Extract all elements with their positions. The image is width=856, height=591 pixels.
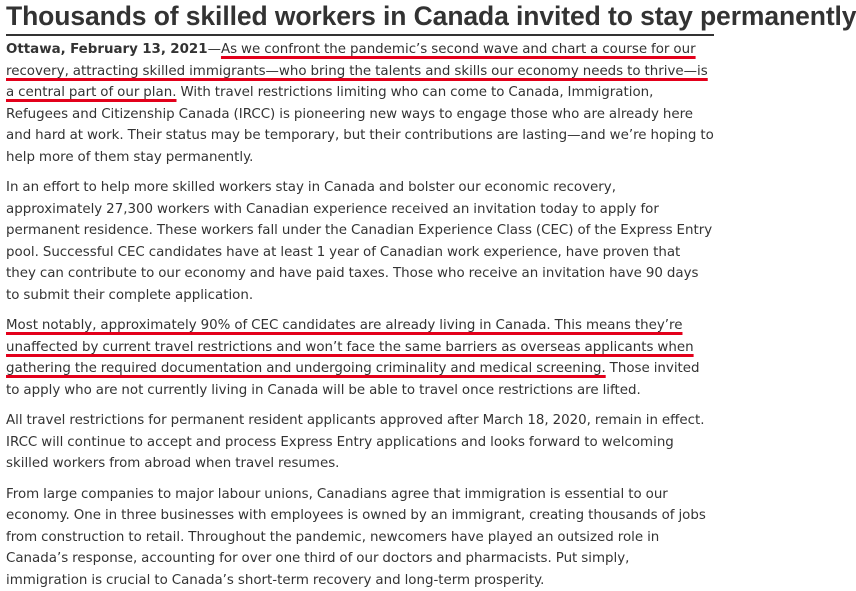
- paragraph-1-rest: With travel restrictions limiting who can come to Canada, Immigration, Refugees and Citizenship Canada (IRCC) is pioneering new ways to engage those who are already here and hard at work. Their status may be temporary, but their contributions are lasting—and we’re hoping to help more of them stay permanently.: [6, 85, 714, 165]
- title-divider: [6, 34, 714, 36]
- paragraph-3-rest: Those invited to apply who are not currently living in Canada will be able to travel once restrictions are lifted.: [6, 361, 700, 398]
- dateline: Ottawa, February 13, 2021: [6, 42, 208, 57]
- paragraph-1: [6, 39, 714, 168]
- highlighted-text-1: As we confront the pandemic’s second wave and chart a course for our recovery, attracting skilled immigrants—who bring the talents and skills our economy needs to thrive—is a central part of our plan.: [6, 42, 708, 100]
- dateline-dash: —: [208, 42, 221, 57]
- paragraph-3: [6, 315, 714, 401]
- paragraph-4: All travel restrictions for permanent resident applicants approved after March 18, 2020, remain in effect. IRCC will continue to accept and process Express Entry applications and looks forward to welcoming skilled workers from abroad when travel resumes.: [6, 410, 714, 475]
- page-title: Thousands of skilled workers in Canada invited to stay permanently: [6, 0, 714, 31]
- highlighted-text-2: Most notably, approximately 90% of CEC candidates are already living in Canada. This means they’re unaffected by current travel restrictions and won’t face the same barriers as overseas applicants when gathering the required documentation and undergoing criminality and medical screening.: [6, 318, 694, 376]
- paragraph-2: In an effort to help more skilled workers stay in Canada and bolster our economic recovery, approximately 27,300 workers with Canadian experience received an invitation today to apply for permanent residence. These workers fall under the Canadian Experience Class (CEC) of the Express Entry pool. Successful CEC candidates have at least 1 year of Canadian work experience, have proven that they can contribute to our economy and have paid taxes. Those who receive an invitation have 90 days to submit their complete application.: [6, 177, 714, 306]
- paragraph-5: From large companies to major labour unions, Canadians agree that immigration is essential to our economy. One in three businesses with employees is owned by an immigrant, creating thousands of jobs from construction to retail. Throughout the pandemic, newcomers have played an outsized role in Canada’s response, accounting for over one third of our doctors and pharmacists. Put simply, immigration is crucial to Canada’s short-term recovery and long-term prosperity.: [6, 484, 714, 591]
